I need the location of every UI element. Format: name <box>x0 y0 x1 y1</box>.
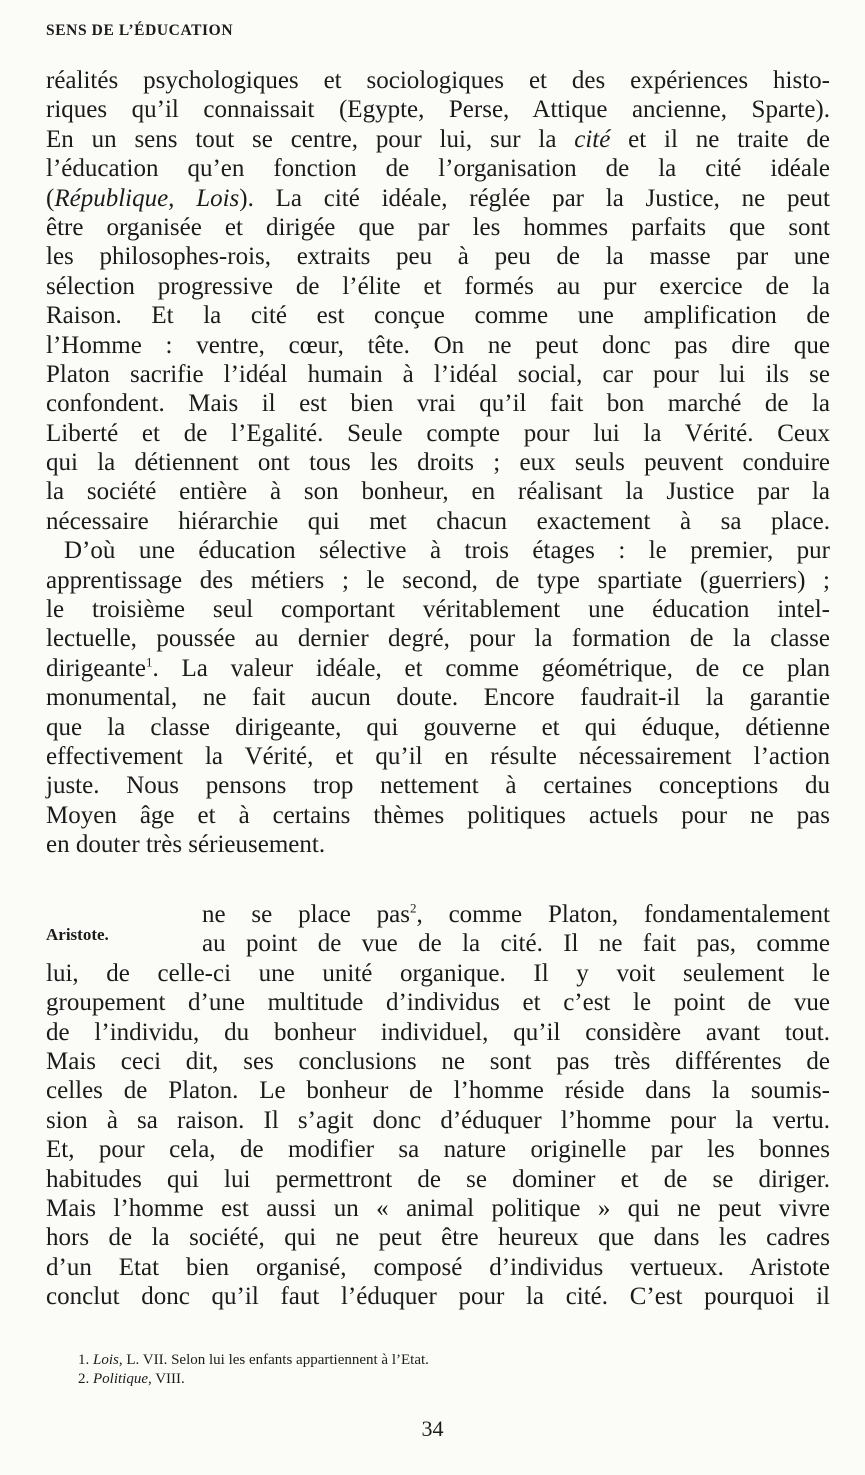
footnote-marker: 1 <box>145 654 153 670</box>
text-line: celles de Platon. Le bonheur de l’homme réside dans la soumis- <box>46 1077 830 1105</box>
text-line: sélection progressive de l’élite et formés au pur exercice de la <box>46 272 830 300</box>
text-line: que la classe dirigeante, qui gouverne et qui éduque, détienne <box>46 713 830 741</box>
footnote: 2. Politique, VIII. <box>78 1371 185 1387</box>
text-line: apprentissage des métiers ; le second, de type spartiate (guerriers) ; <box>46 566 830 594</box>
text-line: Raison. Et la cité est conçue comme une amplification de <box>46 302 830 330</box>
text-line: conclut donc qu’il faut l’éduquer pour la cité. C’est pourquoi il <box>46 1283 830 1311</box>
text-line: En un sens tout se centre, pour lui, sur la cité et il ne traite de <box>46 125 830 153</box>
text-line: lui, de celle-ci une unité organique. Il y voit seulement le <box>46 959 830 987</box>
section-aristote <box>46 900 830 1311</box>
text-line: juste. Nous pensons trop nettement à certaines conceptions du <box>46 772 830 800</box>
text-line: hors de la société, qui ne peut être heureux que dans les cadres <box>46 1224 830 1252</box>
text-line: habitudes qui lui permettront de se dominer et de se diriger. <box>46 1165 830 1193</box>
paragraph-education-selective <box>46 536 830 859</box>
text-line: Liberté et de l’Egalité. Seule compte pour lui la Vérité. Ceux <box>46 419 830 447</box>
text-line: effectivement la Vérité, et qu’il en résulte nécessairement l’action <box>46 742 830 770</box>
text-line: Et, pour cela, de modifier sa nature originelle par les bonnes <box>46 1136 830 1164</box>
text-line: qui la détiennent ont tous les droits ; eux seuls peuvent conduire <box>46 449 830 477</box>
side-heading-aristote: Aristote. <box>46 925 109 944</box>
footnotes <box>78 1351 429 1389</box>
text-line: confondent. Mais il est bien vrai qu’il fait bon marché de la <box>46 390 830 418</box>
text-line: (République, Lois). La cité idéale, réglée par la Justice, ne peut <box>46 184 830 212</box>
text-line: nécessaire hiérarchie qui met chacun exactement à sa place. <box>46 507 830 535</box>
text-line: monumental, ne fait aucun doute. Encore faudrait-il la garantie <box>46 684 830 712</box>
text-line: Platon sacrifie l’idéal humain à l’idéal social, car pour lui ils se <box>46 360 830 388</box>
text-line: dirigeante$^1$. La valeur idéale, et comme géométrique, de ce plan <box>46 654 830 682</box>
paragraph-platon-cite <box>46 66 830 536</box>
text-line: Moyen âge et à certains thèmes politiques actuels pour ne pas <box>46 801 830 829</box>
text-line: au point de vue de la cité. Il ne fait pas, comme <box>202 930 830 958</box>
text-line: Mais l’homme est aussi un « animal politique » qui ne peut vivre <box>46 1194 830 1222</box>
text-line: Mais ceci dit, ses conclusions ne sont pas très différentes de <box>46 1047 830 1075</box>
body-text <box>46 66 830 860</box>
text-line: D’où une éducation sélective à trois étages : le premier, pur <box>64 537 830 565</box>
text-line: groupement d’une multitude d’individus et c’est le point de vue <box>46 989 830 1017</box>
text-line: sion à sa raison. Il s’agit donc d’éduquer l’homme pour la vertu. <box>46 1106 830 1134</box>
paragraph-aristote <box>46 900 830 1311</box>
text-line: en douter très sérieusement. <box>46 831 326 859</box>
text-line: riques qu’il connaissait (Egypte, Perse, Attique ancienne, Sparte). <box>46 96 830 124</box>
text-line: les philosophes-rois, extraits peu à peu de la masse par une <box>46 243 830 271</box>
text-line: être organisée et dirigée que par les hommes parfaits que sont <box>46 213 830 241</box>
text-line: réalités psychologiques et sociologiques et des expériences histo- <box>46 67 830 94</box>
text-line: de l’individu, du bonheur individuel, qu’il considère avant tout. <box>46 1018 830 1046</box>
text-line: lectuelle, poussée au dernier degré, pour la formation de la classe <box>46 625 830 653</box>
page-number: 34 <box>421 1416 444 1441</box>
text-line: le troisième seul comportant véritablement une éducation intel- <box>46 596 830 624</box>
text-line: la société entière à son bonheur, en réalisant la Justice par la <box>46 478 830 506</box>
footnote-marker: 2 <box>409 900 417 916</box>
text-line: d’un Etat bien organisé, composé d’individus vertueux. Aristote <box>46 1253 830 1281</box>
text-line: l’éducation qu’en fonction de l’organisation de la cité idéale <box>46 155 830 183</box>
running-head: SENS DE L’ÉDUCATION <box>46 22 234 39</box>
text-line: ne se place pas$^2$, comme Platon, fondamentalement <box>202 900 830 928</box>
text-line: l’Homme : ventre, cœur, tête. On ne peut donc pas dire que <box>46 331 830 359</box>
footnote: 1. Lois, L. VII. Selon lui les enfants appartiennent à l’Etat. <box>78 1352 429 1368</box>
